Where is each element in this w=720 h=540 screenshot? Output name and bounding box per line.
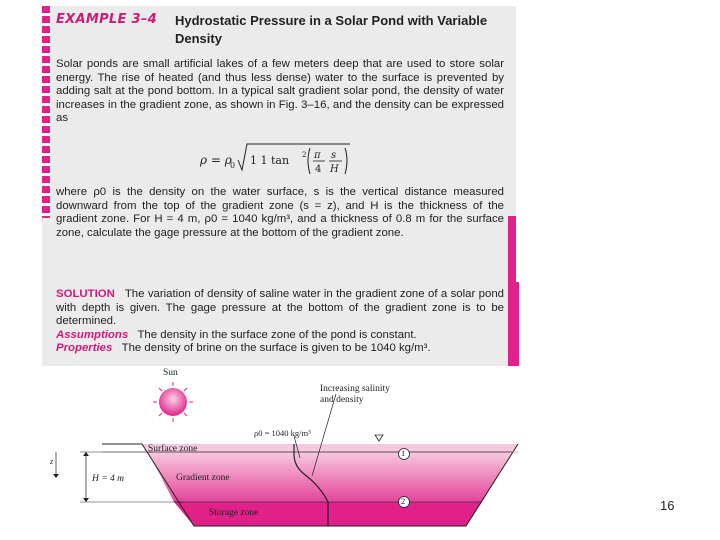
h-dimension-label: H = 4 m (92, 474, 125, 484)
assumptions-text: The density in the surface zone of the pond is constant. (137, 328, 417, 341)
salinity-label-2: and density (320, 395, 364, 405)
sun-label: Sun (163, 368, 178, 378)
paragraph-where: where ρ0 is the density on the water surface, s is the vertical distance measured downward from the top of the gradient zone (s = z), and H is the thickness of the gradient zone. For H = 4 m, ρ0 = 1040 kg/m³, and a thickness of 0.8 m for the surface zone, calculate the gage pressure at the bottom of the gradient zone. (56, 186, 504, 239)
example-title: Hydrostatic Pressure in a Solar Pond with Variable Density (175, 13, 488, 46)
surface-zone-area (142, 444, 518, 452)
example-label: EXAMPLE 3–4 (56, 12, 158, 27)
pink-margin-strip-right-lower (513, 282, 519, 366)
formula-H: H (330, 164, 339, 175)
paragraph-intro: Solar ponds are small artificial lakes of a few meters deep that are used to store solar energy. The rise of heated (and thus less dense) water to the surface is prevented by adding salt at the pond bottom. In a typical salt gradient solar pond, the density of water increases in the gradient zone, as shown in Fig. 3–16, and the density can be expressed as (56, 58, 504, 125)
solar-pond-figure (42, 366, 522, 534)
gradient-zone-label: Gradient zone (176, 473, 230, 483)
solution-paragraph (56, 288, 504, 356)
salinity-label-1: Increasing salinity (320, 384, 390, 394)
formula-pi: π (314, 150, 321, 161)
properties-heading: Properties (56, 342, 113, 355)
pink-margin-strip (42, 6, 50, 218)
water-surface-marker-icon (375, 435, 383, 441)
point-2-label: 2 (401, 496, 406, 506)
z-axis-label: z (50, 457, 54, 466)
solution-text: The variation of density of saline water in the gradient zone of a solar pond with depth is given. The gage pressure at the bottom of the gradient zone is to be determined. (56, 288, 504, 328)
sun-icon (153, 382, 193, 422)
formula-sup: 2 (302, 151, 307, 159)
density-formula (200, 140, 360, 180)
solution-heading: SOLUTION (56, 288, 115, 300)
point-1-label: 1 (401, 448, 406, 458)
slide-page-number: 16 (660, 498, 675, 513)
formula-lhs: ρ = ρ (200, 153, 232, 167)
formula-four: 4 (315, 164, 322, 175)
assumptions-heading: Assumptions (56, 328, 129, 341)
formula-sub: 0 (230, 161, 236, 170)
formula-radicand: 1 1 tan (250, 154, 290, 167)
formula-s: s (331, 150, 337, 161)
surface-zone-label: Surface zone (148, 444, 198, 454)
rho-label: ρ0 = 1040 kg/m³ (254, 428, 311, 438)
storage-zone-label: Storage zone (209, 508, 259, 518)
properties-text: The density of brine on the surface is given to be 1040 kg/m³. (121, 342, 431, 355)
